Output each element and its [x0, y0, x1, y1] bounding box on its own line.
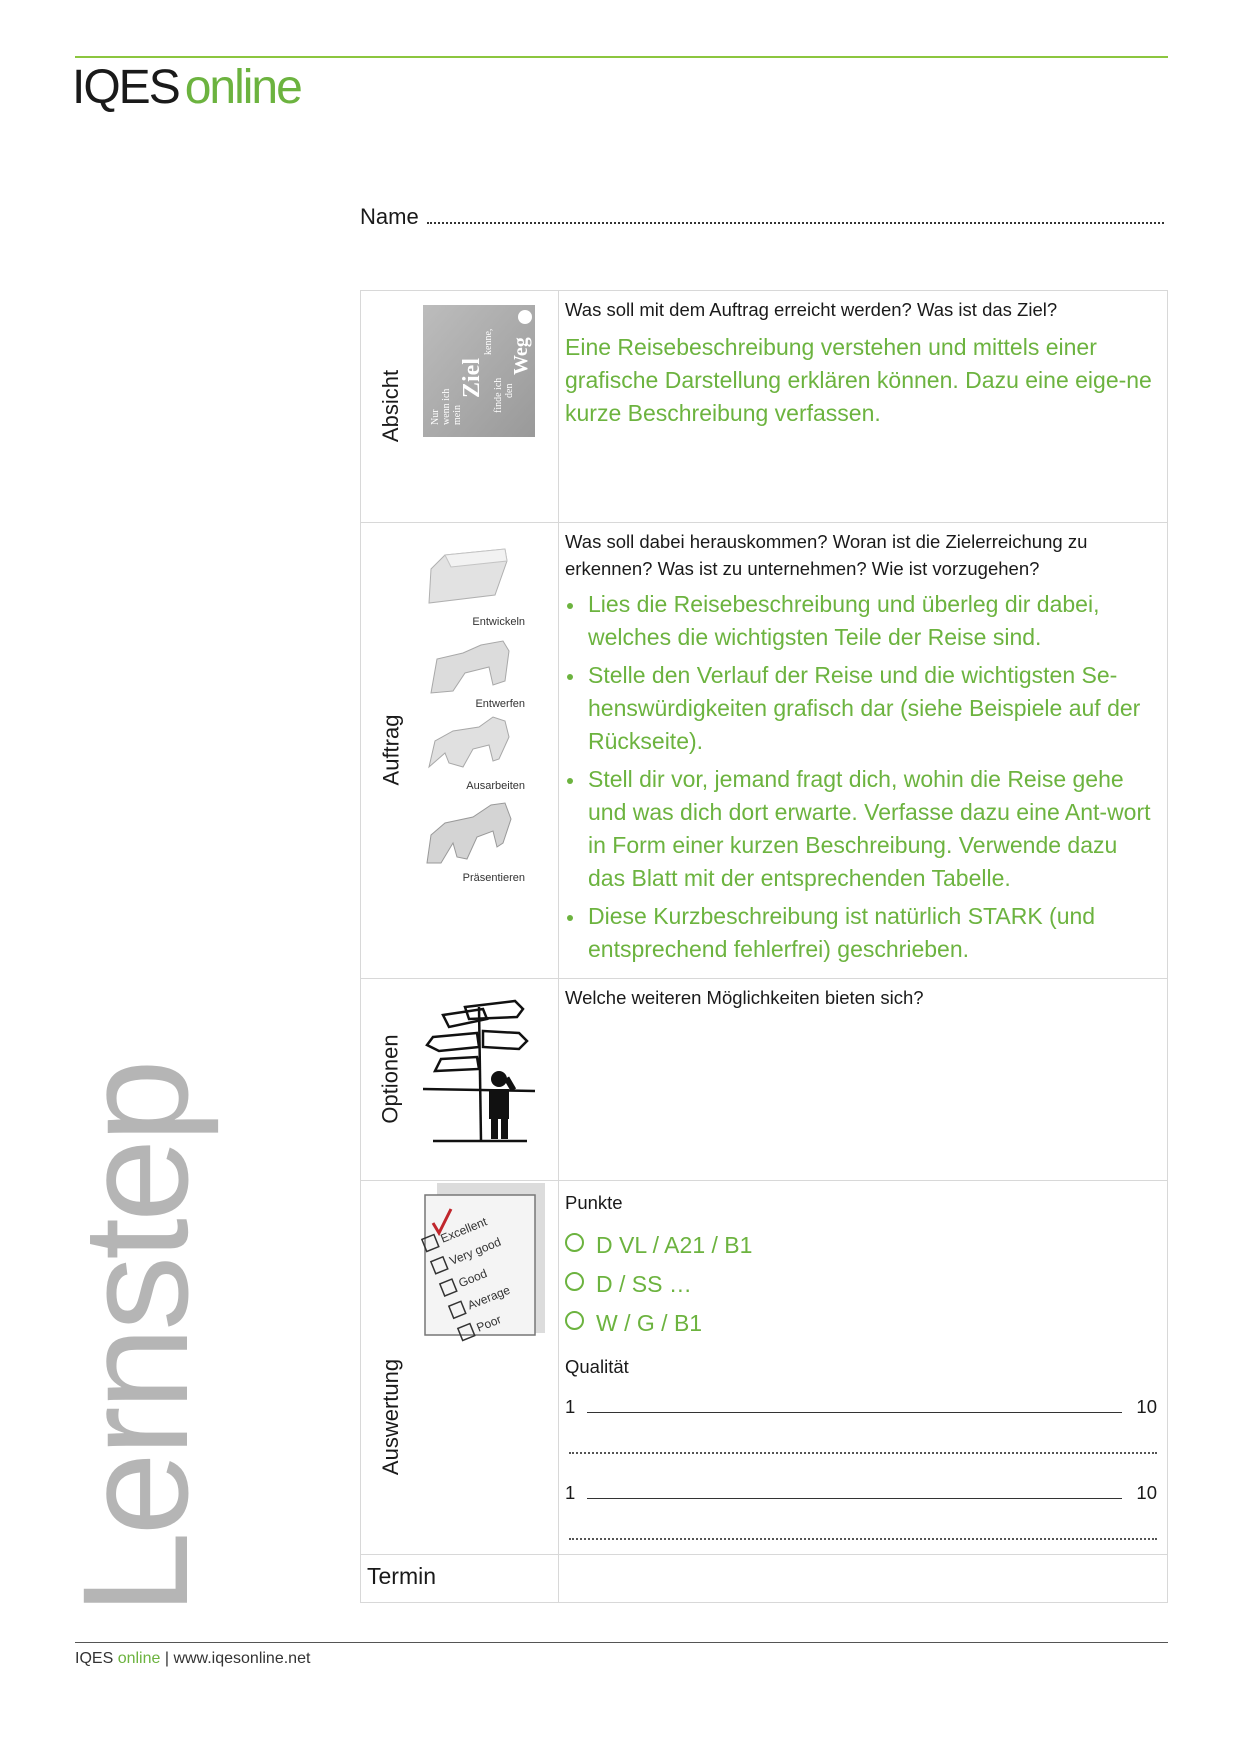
footer-rule	[75, 1642, 1168, 1643]
auftrag-label: Auftrag	[378, 714, 403, 786]
task-item: Stell dir vor, jemand fragt dich, wohin die Reise gehe und was dich dort erwarte. Verfasse dazu eine Ant-wort in Form einer kurzen Beschreibung. Verwende dazu das Blatt mit der entsprechenden Tabelle.	[565, 763, 1155, 895]
quality-scale-2[interactable]	[559, 1474, 1167, 1504]
name-field[interactable]	[360, 204, 1164, 230]
checklist-option-1: Excellent	[438, 1214, 489, 1246]
row-auftrag	[361, 523, 1168, 979]
absicht-label: Absicht	[378, 369, 403, 443]
quote-word-5: kenne,	[483, 328, 494, 355]
optionen-left-cell	[361, 979, 559, 1181]
radio-circle-icon[interactable]	[565, 1311, 584, 1330]
worksheet-table	[360, 290, 1168, 1603]
stage-block-4	[427, 803, 525, 884]
auswertung-label-wrap	[371, 1280, 411, 1554]
optionen-question: Welche weiteren Möglichkeiten bieten sich?	[565, 987, 924, 1008]
auswertung-content-cell	[559, 1181, 1168, 1555]
quote-word-6: finde ich	[493, 377, 504, 413]
quote-word-2: wenn ich	[441, 388, 452, 425]
checklist-option-2: Very good	[447, 1234, 503, 1268]
row-absicht	[361, 291, 1168, 523]
absicht-question: Was soll mit dem Auftrag erreicht werden? Was ist das Ziel?	[565, 299, 1058, 320]
row-termin	[361, 1555, 1168, 1603]
radio-circle-icon[interactable]	[565, 1272, 584, 1291]
quote-word-1: Nur	[430, 409, 441, 425]
punkte-option-1[interactable]: D VL / A21 / B1	[559, 1226, 1167, 1265]
stage-label-1: Entwickeln	[472, 616, 525, 628]
absicht-answer: Eine Reisebeschreibung verstehen und mittels einer grafische Darstellung erklären können. Dazu eine eige-ne kurze Beschreibung verfassen.	[565, 334, 1152, 426]
footer-url[interactable]: www.iqesonline.net	[173, 1650, 311, 1667]
footer: IQES online | www.iqesonline.net	[75, 1650, 311, 1667]
auswertung-left-cell	[361, 1181, 559, 1555]
radio-circle-icon[interactable]	[565, 1233, 584, 1252]
stage-label-2: Entwerfen	[475, 698, 525, 710]
header-rule	[75, 56, 1168, 58]
quote-word-8: Weg	[510, 337, 532, 375]
optionen-content-cell	[559, 979, 1168, 1181]
task-item: Diese Kurzbeschreibung ist natürlich STARK (und entsprechend fehlerfrei) geschrieben.	[565, 900, 1155, 966]
row-optionen	[361, 979, 1168, 1181]
punkte-label: Punkte	[565, 1192, 623, 1213]
optionen-label-wrap	[371, 978, 411, 1180]
checklist-option-4: Average	[465, 1282, 513, 1313]
auftrag-left-cell	[361, 523, 559, 979]
stage-label-3: Ausarbeiten	[466, 780, 525, 792]
checklist-option-5: Poor	[474, 1312, 504, 1335]
task-item: Stelle den Verlauf der Reise und die wichtigsten Se-henswürdigkeiten grafisch dar (siehe Beispiele auf der Rückseite).	[565, 659, 1155, 758]
absicht-label-wrap	[371, 290, 411, 522]
name-label: Name	[360, 204, 419, 229]
auftrag-question: Was soll dabei herauskommen? Woran ist die Zielerreichung zu erkennen? Was ist zu unternehmen? Wie ist vorzugehen?	[565, 531, 1088, 579]
brand-logo: IQES online	[72, 61, 301, 114]
stages-image	[423, 541, 527, 884]
auswertung-label: Auswertung	[378, 1358, 403, 1476]
scale-min: 1	[565, 1396, 576, 1417]
scale-min: 1	[565, 1482, 576, 1503]
optionen-label: Optionen	[378, 1034, 404, 1124]
scale-line[interactable]	[587, 1498, 1122, 1499]
signpost-icon	[423, 993, 535, 1143]
stage-block-2	[431, 641, 525, 710]
auftrag-content-cell	[559, 523, 1168, 979]
stage-block-3	[429, 717, 525, 792]
absicht-content-cell	[559, 291, 1168, 523]
auftrag-label-wrap	[371, 522, 411, 978]
rating-checklist-image	[421, 1183, 545, 1343]
stage-label-4: Präsentieren	[462, 872, 525, 884]
row-auswertung	[361, 1181, 1168, 1555]
punkte-options	[559, 1226, 1167, 1343]
checklist-option-3: Good	[456, 1266, 490, 1291]
absicht-left-cell	[361, 291, 559, 523]
quote-word-3: mein	[452, 405, 463, 425]
quote-word-4: Ziel	[459, 358, 485, 398]
punkte-option-2[interactable]: D / SS …	[559, 1265, 1167, 1304]
task-list	[559, 588, 1167, 966]
stage-block-1	[429, 549, 525, 628]
side-title-lernstep: Lernstep	[51, 1063, 219, 1615]
termin-value-cell[interactable]	[559, 1555, 1168, 1603]
name-dotted-line[interactable]	[427, 206, 1164, 224]
termin-left-cell	[361, 1555, 559, 1603]
goal-quote-image	[421, 303, 537, 439]
quality-scale-1[interactable]	[559, 1388, 1167, 1418]
quote-word-7: den	[504, 383, 515, 398]
qualitaet-label: Qualität	[565, 1356, 629, 1377]
scale-max: 10	[1136, 1396, 1157, 1417]
quality-dotted-line-1[interactable]	[569, 1452, 1157, 1454]
termin-label: Termin	[367, 1563, 437, 1589]
quality-dotted-line-2[interactable]	[569, 1538, 1157, 1540]
task-item: Lies die Reisebeschreibung und überleg dir dabei, welches die wichtigsten Teile der Reise sind.	[565, 588, 1155, 654]
scale-line[interactable]	[587, 1412, 1122, 1413]
scale-max: 10	[1136, 1482, 1157, 1503]
punkte-option-3[interactable]: W / G / B1	[559, 1304, 1167, 1343]
